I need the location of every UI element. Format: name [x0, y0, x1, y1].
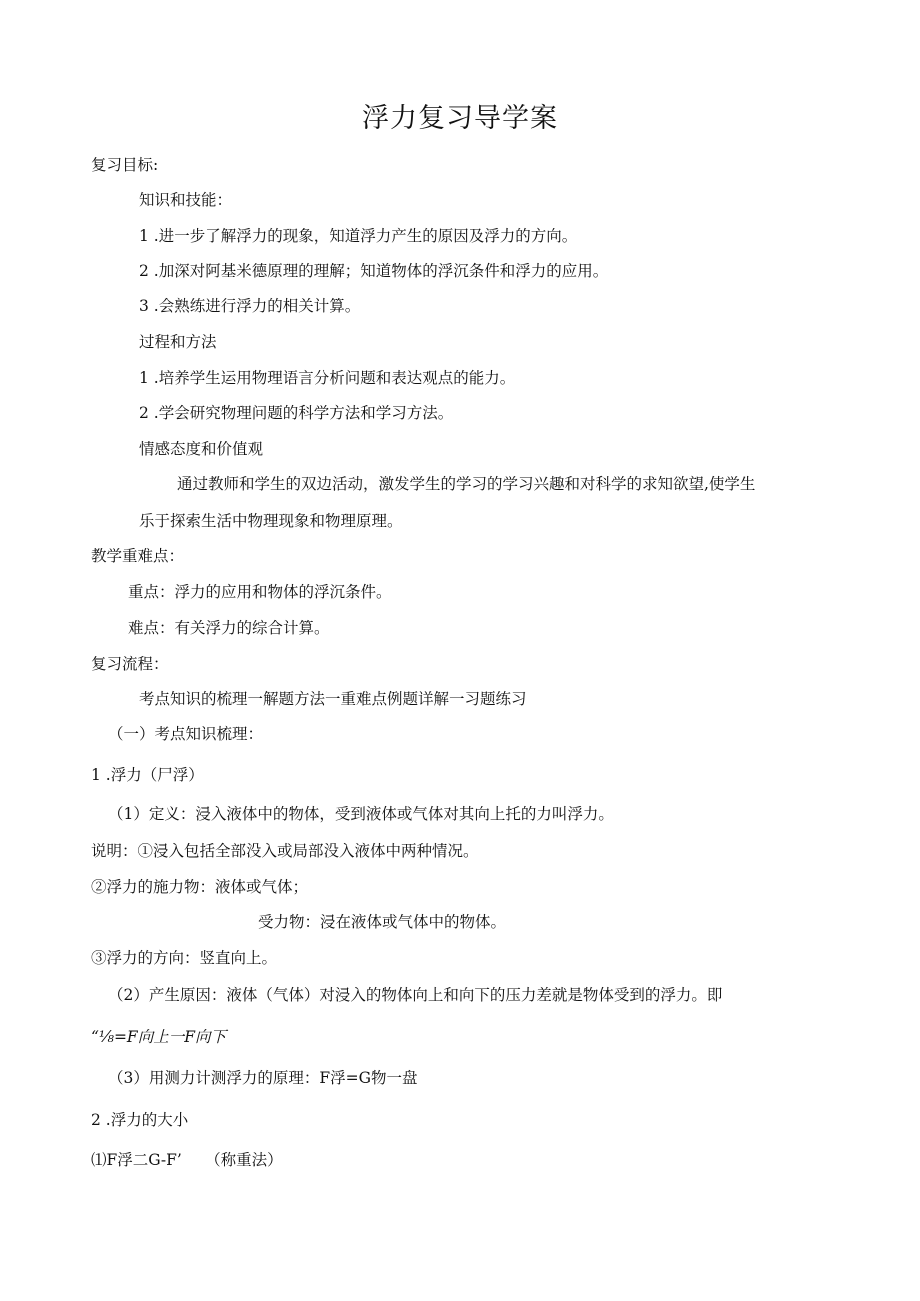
section-heading-review-goals: 复习目标:: [91, 156, 159, 174]
note-line: 受力物：浸在液体或气体中的物体。: [258, 913, 507, 931]
process-flow: 考点知识的梳理一解题方法一重难点例题详解一习题练习: [139, 690, 527, 708]
key-point-item: 重点：浮力的应用和物体的浮沉条件。: [128, 583, 392, 601]
section-heading-key-points: 教学重难点：: [91, 547, 185, 565]
document-title: 浮力复习导学案: [362, 103, 558, 134]
goal-item: 2 .学会研究物理问题的科学方法和学习方法。: [139, 404, 454, 422]
subsection-heading: （一）考点知识梳理：: [108, 725, 264, 743]
section-heading-review-process: 复习流程：: [91, 655, 169, 673]
goal-item: 3 .会熟练进行浮力的相关计算。: [139, 297, 361, 315]
goal-item: 1 .培养学生运用物理语言分析问题和表达观点的能力。: [139, 369, 516, 387]
topic-heading: 2 .浮力的大小: [91, 1111, 189, 1129]
note-line: ②浮力的施力物：液体或气体；: [91, 878, 309, 896]
note-line: 说明：①浸入包括全部没入或局部没入液体中两种情况。: [91, 842, 479, 860]
note-line: ③浮力的方向：竖直向上。: [91, 949, 278, 967]
subheading-attitudes-values: 情感态度和价值观: [139, 440, 264, 458]
paragraph-line: 乐于探索生活中物理现象和物理原理。: [139, 512, 403, 530]
goal-item: 1 .进一步了解浮力的现象，知道浮力产生的原因及浮力的方向。: [139, 227, 578, 245]
paragraph-line: 通过教师和学生的双边活动，激发学生的学习的学习兴趣和对科学的求知欲望,使学生: [177, 475, 756, 493]
difficult-point-item: 难点：有关浮力的综合计算。: [128, 619, 330, 637]
principle-line: （3）用测力计测浮力的原理：F浮=G物一盘: [108, 1069, 418, 1087]
definition-line: （1）定义：浸入液体中的物体，受到液体或气体对其向上托的力叫浮力。: [108, 805, 614, 823]
subheading-knowledge-skills: 知识和技能：: [139, 191, 233, 209]
cause-line: （2）产生原因：液体（气体）对浸入的物体向上和向下的压力差就是物体受到的浮力。即: [108, 986, 723, 1004]
subheading-process-methods: 过程和方法: [139, 333, 217, 351]
formula-line: “⅛=F向上一F向下: [91, 1028, 226, 1046]
formula-line: ⑴F浮二G-F’ （称重法）: [91, 1151, 283, 1169]
goal-item: 2 .加深对阿基米德原理的理解；知道物体的浮沉条件和浮力的应用。: [139, 262, 609, 280]
topic-heading: 1 .浮力（尸浮）: [91, 766, 204, 784]
